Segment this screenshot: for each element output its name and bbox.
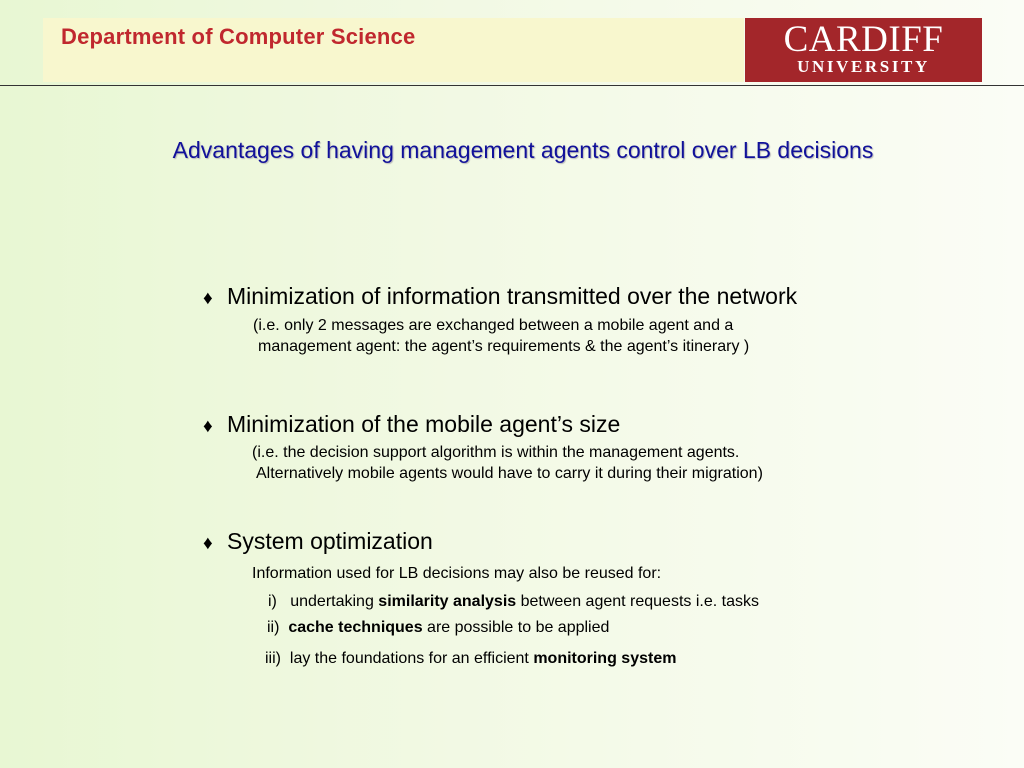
department-name: Department of Computer Science <box>61 24 416 49</box>
highlight-term: similarity analysis <box>378 593 517 610</box>
point-detail: (i.e. only 2 messages are exchanged between a mobile agent and a <box>253 317 734 334</box>
logo-text-cardiff: CARDIFF <box>783 19 944 60</box>
point-heading: System optimization <box>227 528 433 554</box>
sub-item: ii) cache techniques are possible to be applied <box>267 619 610 636</box>
department-banner <box>43 18 744 82</box>
point-detail: (i.e. the decision support algorithm is within the management agents. <box>252 444 740 461</box>
diamond-bullet-icon: ♦ <box>203 416 213 437</box>
highlight-term: cache techniques <box>288 619 423 636</box>
bullet-point-2 <box>203 411 620 438</box>
sub-item: iii) lay the foundations for an efficient monitoring system <box>265 650 677 667</box>
highlight-term: monitoring system <box>533 650 677 667</box>
logo-text-university: UNIVERSITY <box>797 57 930 76</box>
point-heading: Minimization of the mobile agent’s size <box>227 411 621 437</box>
point-detail: Alternatively mobile agents would have to carry it during their migration) <box>256 465 763 482</box>
diamond-bullet-icon: ♦ <box>203 288 213 309</box>
point-intro: Information used for LB decisions may also be reused for: <box>252 565 662 582</box>
sub-item-number: iii) <box>265 650 281 667</box>
point-heading: Minimization of information transmitted over the network <box>227 283 798 309</box>
point-detail: management agent: the agent’s requirements & the agent’s itinerary ) <box>258 338 750 355</box>
sub-item-number: ii) <box>267 619 280 636</box>
sub-item-number: i) <box>268 593 277 610</box>
university-logo <box>745 18 982 82</box>
bullet-point-3 <box>203 528 433 555</box>
diamond-bullet-icon: ♦ <box>203 533 213 554</box>
slide-title: Advantages of having management agents control over LB decisions <box>172 137 874 163</box>
header-divider <box>0 85 1024 86</box>
sub-item: i) undertaking similarity analysis between agent requests i.e. tasks <box>268 593 759 610</box>
bullet-point-1 <box>203 283 797 310</box>
